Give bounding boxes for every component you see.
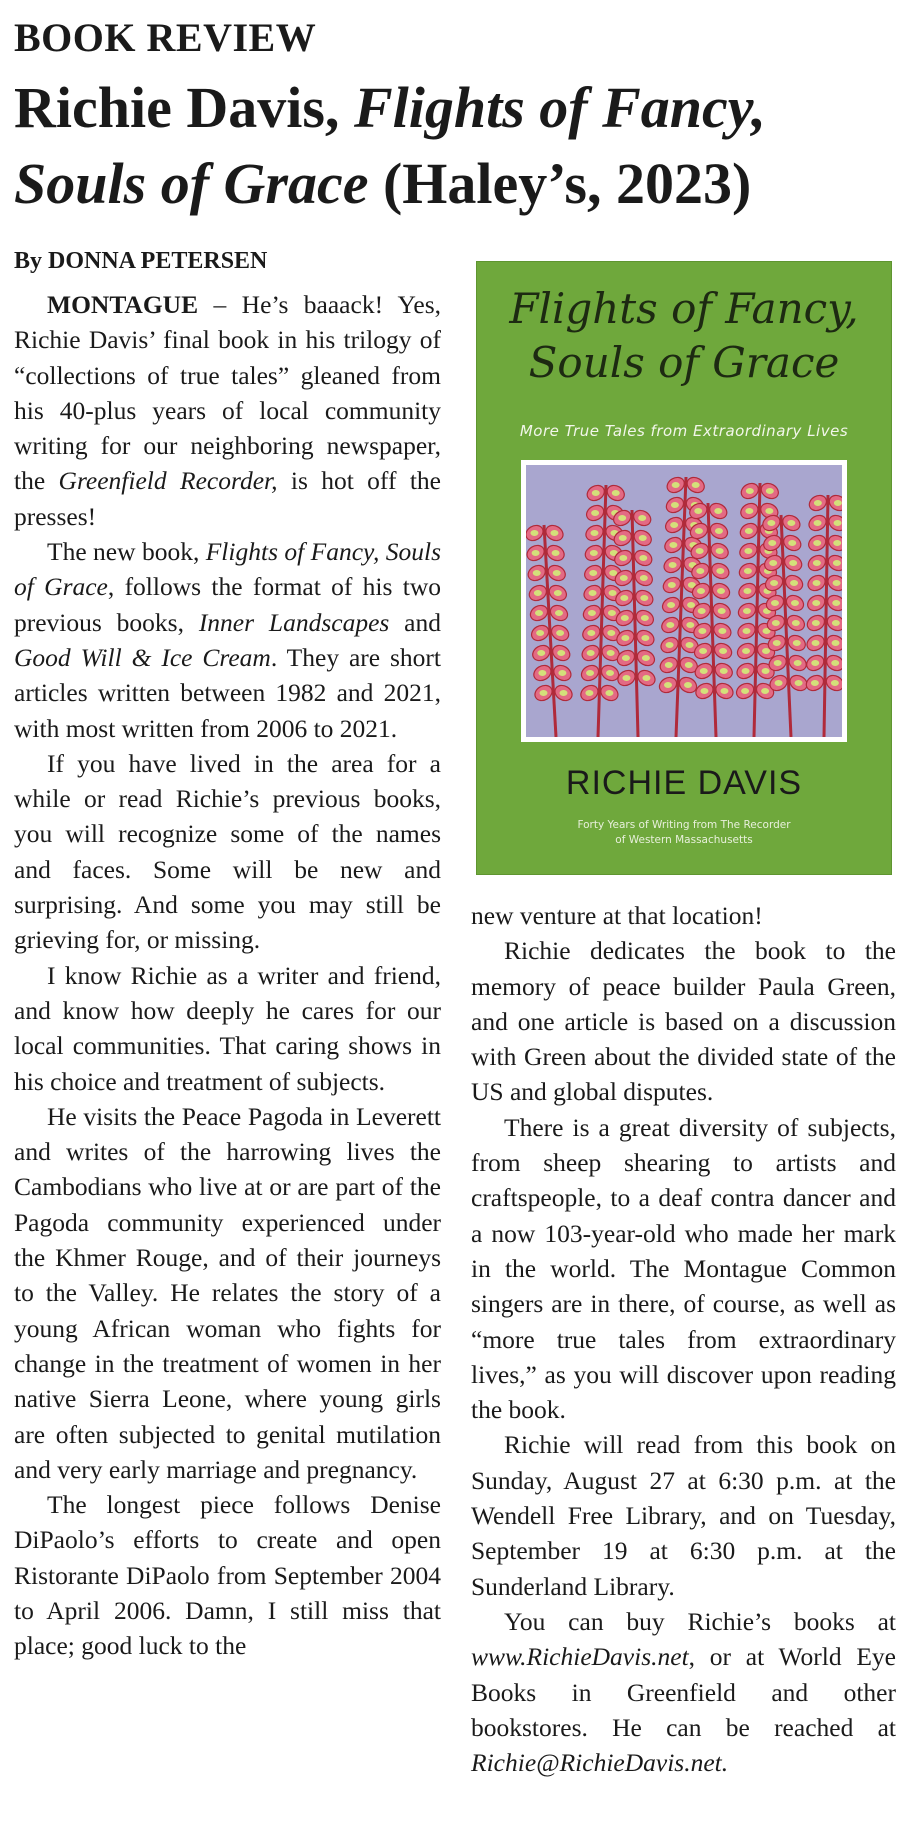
paragraph-8: There is a great diversity of subjects, from sheep shearing to artists and craftspeople, to a deaf contra dancer and a now 103-year-old who made her mark in the world. The Montague Common singers are in there, of course, as well as “more true tales from extraordinary lives,” as you will discover upon reading the book. xyxy=(471,1112,896,1425)
paragraph-2-book-good-will: Good Will & Ice Cream xyxy=(14,642,271,672)
paragraph-2-book-title: Flights of Fancy, Souls of Grace xyxy=(14,537,441,602)
paragraph-2-text-d: . They are short articles written between 1982 and 2021, with most written from 2006 to 2021. xyxy=(14,642,442,743)
cover-title xyxy=(477,282,891,390)
cover-subtitle: More True Tales from Extraordinary Lives xyxy=(519,422,849,440)
article-column-right xyxy=(471,898,896,1780)
cover-title-line2: Souls of Grace xyxy=(528,338,840,387)
paragraph-9: Richie will read from this book on Sunday, August 27 at 6:30 p.m. at the Wendell Free Library, and on Tuesday, September 19 at 6:30 p.m. at the Sunderland Library. xyxy=(471,1430,896,1601)
paragraph-10 xyxy=(471,1604,896,1780)
website-link[interactable]: www.RichieDavis.net xyxy=(471,1642,689,1672)
paragraph-2-text-a: The new book, xyxy=(47,537,206,567)
cover-artwork xyxy=(521,460,847,742)
headline-publisher: (Haley’s, 2023) xyxy=(368,151,752,216)
cover-tagline xyxy=(477,818,891,848)
cover-tagline-line1: Forty Years of Writing from The Recorder xyxy=(577,819,791,831)
paragraph-5: He visits the Peace Pagoda in Leverett and writes of the harrowing lives the Cambodians who live at or are part of the Pagoda community experienced under the Khmer Rouge, and of their journeys to the Valley. He relates the story of a young African woman who fights for change in the treatment of women in her native Sierra Leone, where young girls are often subjected to genital mutilation and very early marriage and pregnancy. xyxy=(14,1101,441,1484)
headline-author: Richie Davis, xyxy=(14,75,354,140)
cover-title-line1: Flights of Fancy, xyxy=(509,284,859,333)
byline: By DONNA PETERSEN xyxy=(14,248,268,274)
article-column-left xyxy=(14,248,441,1664)
paragraph-4: I know Richie as a writer and friend, and know how deeply he cares for our local communities. That caring shows in his choice and treatment of subjects. xyxy=(14,960,441,1096)
cover-tagline-line2: of Western Massachusetts xyxy=(615,834,753,846)
flower-stalks-illustration xyxy=(526,465,842,737)
paragraph-2-text-c: and xyxy=(389,607,441,637)
paragraph-1-text-b: is hot off the presses! xyxy=(14,466,441,531)
paragraph-2-text-b: , follows the format of his two previous books, xyxy=(14,572,441,637)
paragraph-10-text-b: , or at World Eye Books in Greenfield and other bookstores. He can be reached at xyxy=(471,1642,896,1742)
headline-title-line1: Flights of Fancy, xyxy=(353,75,766,140)
email-link[interactable]: Richie@RichieDavis.net. xyxy=(471,1748,729,1778)
headline-title-line2: Souls of Grace xyxy=(14,151,369,216)
headline xyxy=(14,70,894,222)
paragraph-3: If you have lived in the area for a while or read Richie’s previous books, you will recognize some of the names and faces. Some will be new and surprising. And some you may still be grieving for, or missing. xyxy=(14,748,441,955)
section-kicker: BOOK REVIEW xyxy=(14,15,317,60)
dateline: MONTAGUE xyxy=(47,290,199,319)
paragraph-1-newspaper: Greenfield Recorder, xyxy=(58,466,278,496)
paragraph-6-start: The longest piece follows Denise DiPaolo’s efforts to create and open Ristorante DiPaolo from September 2004 to April 2006. Damn, I still miss that place; good luck to the xyxy=(14,1490,441,1661)
cover-author: RICHIE DAVIS xyxy=(565,764,803,802)
paragraph-2-book-inner-landscapes: Inner Landscapes xyxy=(198,607,390,637)
paragraph-2 xyxy=(14,534,441,746)
paragraph-1-text-a: – He’s baaack! Yes, Richie Davis’ final book in his trilogy of “collections of true tales” gleaned from his 40-plus years of local community writing for our neighboring newspaper, the xyxy=(14,290,441,496)
book-cover xyxy=(477,262,891,874)
paragraph-10-text-a: You can buy Richie’s books at xyxy=(504,1606,896,1636)
paragraph-7: Richie dedicates the book to the memory of peace builder Paula Green, and one article is based on a discussion with Green about the divided state of the US and global disputes. xyxy=(471,936,896,1107)
paragraph-1 xyxy=(14,287,441,534)
paragraph-6-end: new venture at that location! xyxy=(471,901,763,930)
